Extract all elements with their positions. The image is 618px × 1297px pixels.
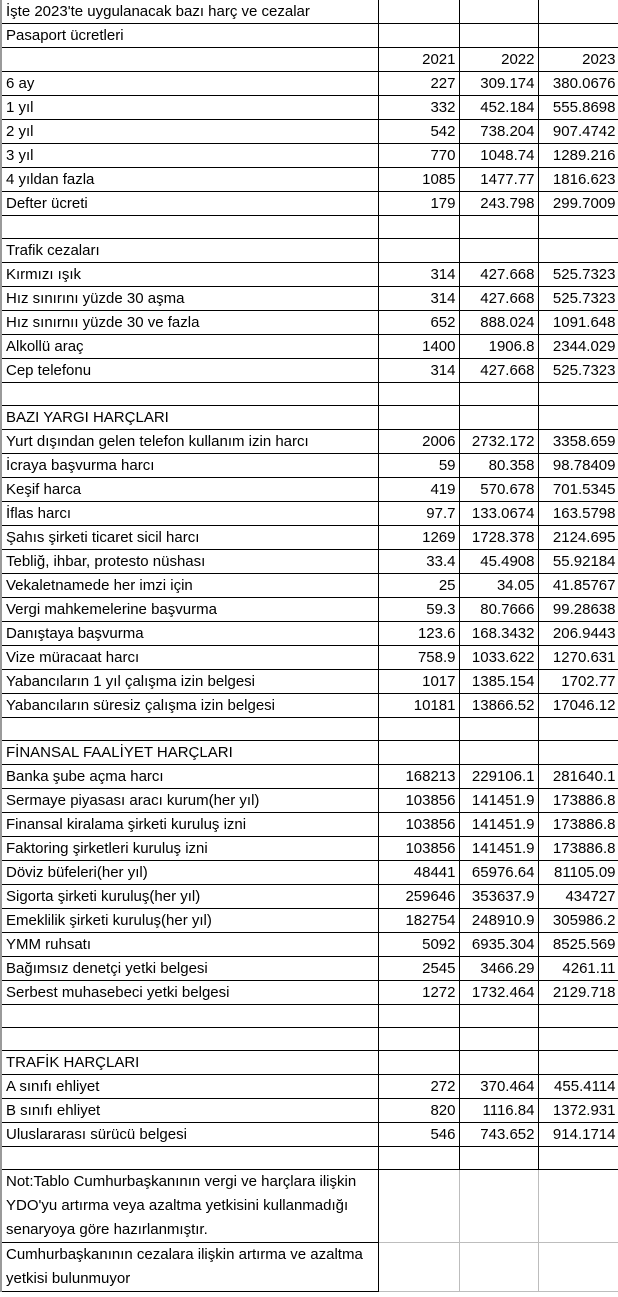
table-row (1, 550, 618, 574)
table-row (1, 335, 618, 359)
value-2023[interactable]: 555.8698 (538, 96, 618, 120)
note-text[interactable]: Cumhurbaşkanının cezalara ilişkin artırma ve azaltma yetkisi bulunmuyor (1, 1243, 378, 1292)
row-label[interactable]: Alkollü araç (1, 335, 378, 359)
year-header-2022[interactable]: 2022 (459, 48, 538, 72)
value-2022[interactable]: 141451.9 (459, 837, 538, 861)
table-row (1, 454, 618, 478)
value-2023[interactable]: 434727 (538, 885, 618, 909)
empty-cell[interactable] (1, 1147, 378, 1170)
row-label[interactable]: YMM ruhsatı (1, 933, 378, 957)
blank-row (1, 216, 618, 239)
empty-cell[interactable] (538, 741, 618, 765)
value-2023[interactable]: 525.7323 (538, 359, 618, 383)
value-2021[interactable]: 1272 (378, 981, 459, 1005)
value-2023[interactable]: 701.5345 (538, 478, 618, 502)
table-row (1, 957, 618, 981)
value-2023[interactable]: 380.0676 (538, 72, 618, 96)
value-2021[interactable]: 332 (378, 96, 459, 120)
section-heading-yargi[interactable]: BAZI YARGI HARÇLARI (1, 406, 378, 430)
title-row (1, 0, 618, 24)
table-row (1, 168, 618, 192)
value-2023[interactable]: 525.7323 (538, 263, 618, 287)
table-row (1, 622, 618, 646)
row-label[interactable]: Yabancıların 1 yıl çalışma izin belgesi (1, 670, 378, 694)
value-2021[interactable]: 542 (378, 120, 459, 144)
row-label[interactable]: 6 ay (1, 72, 378, 96)
value-2023[interactable]: 1702.77 (538, 670, 618, 694)
blank-row (1, 1028, 618, 1051)
value-2022[interactable]: 34.05 (459, 574, 538, 598)
row-label[interactable]: Cep telefonu (1, 359, 378, 383)
value-2022[interactable]: 229106.1 (459, 765, 538, 789)
value-2022[interactable]: 888.024 (459, 311, 538, 335)
row-label[interactable]: Vergi mahkemelerine başvurma (1, 598, 378, 622)
table-row (1, 885, 618, 909)
year-header-2021[interactable]: 2021 (378, 48, 459, 72)
empty-cell[interactable] (378, 383, 459, 406)
value-2021[interactable]: 103856 (378, 813, 459, 837)
value-2022[interactable]: 80.7666 (459, 598, 538, 622)
value-2022[interactable]: 45.4908 (459, 550, 538, 574)
table-row (1, 144, 618, 168)
value-2023[interactable]: 299.7009 (538, 192, 618, 216)
row-label[interactable]: Banka şube açma harcı (1, 765, 378, 789)
value-2023[interactable]: 1091.648 (538, 311, 618, 335)
note-row (1, 1170, 618, 1243)
empty-cell[interactable] (459, 216, 538, 239)
table-row (1, 837, 618, 861)
table-row (1, 861, 618, 885)
value-2023[interactable]: 305986.2 (538, 909, 618, 933)
empty-cell[interactable] (538, 1028, 618, 1051)
row-label[interactable]: A sınıfı ehliyet (1, 1075, 378, 1099)
empty-cell[interactable] (378, 0, 459, 24)
row-label[interactable]: Yabancıların süresiz çalışma izin belgesi (1, 694, 378, 718)
value-2021[interactable]: 1017 (378, 670, 459, 694)
row-label[interactable]: Bağımsız denetçi yetki belgesi (1, 957, 378, 981)
row-label[interactable]: Defter ücreti (1, 192, 378, 216)
row-label[interactable]: Danıştaya başvurma (1, 622, 378, 646)
row-label[interactable]: Keşif harca (1, 478, 378, 502)
table-row (1, 263, 618, 287)
value-2021[interactable]: 103856 (378, 789, 459, 813)
empty-cell[interactable] (459, 1051, 538, 1075)
value-2023[interactable]: 1372.931 (538, 1099, 618, 1123)
empty-cell[interactable] (459, 383, 538, 406)
value-2023[interactable]: 914.1714 (538, 1123, 618, 1147)
empty-cell[interactable] (378, 1243, 459, 1292)
empty-cell[interactable] (1, 1028, 378, 1051)
row-label[interactable]: İflas harcı (1, 502, 378, 526)
value-2021[interactable]: 758.9 (378, 646, 459, 670)
empty-cell[interactable] (538, 24, 618, 48)
table-row (1, 789, 618, 813)
table-row (1, 526, 618, 550)
row-label[interactable]: İcraya başvurma harcı (1, 454, 378, 478)
table-row (1, 670, 618, 694)
value-2021[interactable]: 1400 (378, 335, 459, 359)
empty-cell[interactable] (378, 239, 459, 263)
empty-cell[interactable] (378, 216, 459, 239)
empty-cell[interactable] (1, 1005, 378, 1028)
empty-cell[interactable] (538, 1005, 618, 1028)
empty-cell[interactable] (459, 239, 538, 263)
empty-cell[interactable] (459, 718, 538, 741)
year-header-row (1, 48, 618, 72)
value-2023[interactable]: 525.7323 (538, 287, 618, 311)
value-2023[interactable]: 455.4114 (538, 1075, 618, 1099)
value-2023[interactable]: 1270.631 (538, 646, 618, 670)
value-2023[interactable]: 281640.1 (538, 765, 618, 789)
value-2023[interactable]: 1289.216 (538, 144, 618, 168)
blank-row (1, 718, 618, 741)
note-text[interactable]: Not:Tablo Cumhurbaşkanının vergi ve harçlara ilişkin YDO'yu artırma veya azaltma yetkisini kullanmadığı senaryoya göre hazırlanmıştır. (1, 1170, 378, 1243)
value-2021[interactable]: 1085 (378, 168, 459, 192)
value-2022[interactable]: 168.3432 (459, 622, 538, 646)
value-2021[interactable]: 546 (378, 1123, 459, 1147)
value-2021[interactable]: 179 (378, 192, 459, 216)
row-label[interactable]: Sermaye piyasası aracı kurum(her yıl) (1, 789, 378, 813)
blank-row (1, 1147, 618, 1170)
value-2023[interactable]: 99.28638 (538, 598, 618, 622)
empty-cell[interactable] (378, 1170, 459, 1243)
value-2021[interactable]: 259646 (378, 885, 459, 909)
value-2021[interactable]: 33.4 (378, 550, 459, 574)
row-label[interactable]: 4 yıldan fazla (1, 168, 378, 192)
table-row (1, 359, 618, 383)
value-2022[interactable]: 141451.9 (459, 813, 538, 837)
empty-cell[interactable] (459, 741, 538, 765)
section-heading-trafik-harclari[interactable]: TRAFİK HARÇLARI (1, 1051, 378, 1075)
row-label[interactable]: Uluslararası sürücü belgesi (1, 1123, 378, 1147)
value-2022[interactable]: 13866.52 (459, 694, 538, 718)
value-2022[interactable]: 2732.172 (459, 430, 538, 454)
empty-cell[interactable] (538, 1147, 618, 1170)
empty-cell[interactable] (378, 24, 459, 48)
table-row (1, 981, 618, 1005)
table-row (1, 72, 618, 96)
table-row (1, 502, 618, 526)
value-2021[interactable]: 314 (378, 263, 459, 287)
value-2022[interactable]: 133.0674 (459, 502, 538, 526)
value-2023[interactable]: 4261.11 (538, 957, 618, 981)
table-row (1, 192, 618, 216)
empty-cell[interactable] (459, 24, 538, 48)
empty-cell[interactable] (378, 1051, 459, 1075)
value-2021[interactable]: 103856 (378, 837, 459, 861)
value-2022[interactable]: 1728.378 (459, 526, 538, 550)
value-2023[interactable]: 8525.569 (538, 933, 618, 957)
value-2022[interactable]: 248910.9 (459, 909, 538, 933)
value-2022[interactable]: 80.358 (459, 454, 538, 478)
section-heading-row (1, 239, 618, 263)
table-row (1, 478, 618, 502)
value-2022[interactable]: 370.464 (459, 1075, 538, 1099)
value-2023[interactable]: 98.78409 (538, 454, 618, 478)
row-label[interactable]: Faktoring şirketleri kuruluş izni (1, 837, 378, 861)
value-2021[interactable]: 314 (378, 359, 459, 383)
table-row (1, 287, 618, 311)
row-label[interactable]: Sigorta şirketi kuruluş(her yıl) (1, 885, 378, 909)
table-row (1, 574, 618, 598)
row-label[interactable]: Yurt dışından gelen telefon kullanım izin harcı (1, 430, 378, 454)
value-2021[interactable]: 2545 (378, 957, 459, 981)
table-row (1, 694, 618, 718)
value-2021[interactable]: 59.3 (378, 598, 459, 622)
value-2022[interactable]: 1906.8 (459, 335, 538, 359)
row-label[interactable]: 1 yıl (1, 96, 378, 120)
value-2021[interactable]: 168213 (378, 765, 459, 789)
table-row (1, 311, 618, 335)
row-label[interactable]: Kırmızı ışık (1, 263, 378, 287)
value-2021[interactable]: 1269 (378, 526, 459, 550)
empty-cell[interactable] (1, 718, 378, 741)
value-2021[interactable]: 48441 (378, 861, 459, 885)
section-heading-row (1, 406, 618, 430)
value-2022[interactable]: 309.174 (459, 72, 538, 96)
value-2021[interactable]: 123.6 (378, 622, 459, 646)
section-heading-pasaport[interactable]: Pasaport ücretleri (1, 24, 378, 48)
value-2022[interactable]: 427.668 (459, 263, 538, 287)
value-2023[interactable]: 81105.09 (538, 861, 618, 885)
value-2021[interactable]: 5092 (378, 933, 459, 957)
empty-cell[interactable] (378, 1028, 459, 1051)
value-2021[interactable]: 314 (378, 287, 459, 311)
empty-cell[interactable] (378, 718, 459, 741)
value-2022[interactable]: 738.204 (459, 120, 538, 144)
value-2023[interactable]: 907.4742 (538, 120, 618, 144)
value-2023[interactable]: 173886.8 (538, 789, 618, 813)
year-header-2023[interactable]: 2023 (538, 48, 618, 72)
table-row (1, 765, 618, 789)
row-label[interactable]: Hız sınırnıı yüzde 30 ve fazla (1, 311, 378, 335)
value-2021[interactable]: 419 (378, 478, 459, 502)
row-label[interactable]: Vekaletnamede her imzi için (1, 574, 378, 598)
empty-cell[interactable] (538, 718, 618, 741)
value-2021[interactable]: 2006 (378, 430, 459, 454)
value-2022[interactable]: 743.652 (459, 1123, 538, 1147)
row-label[interactable]: 3 yıl (1, 144, 378, 168)
value-2021[interactable]: 182754 (378, 909, 459, 933)
value-2023[interactable]: 41.85767 (538, 574, 618, 598)
note-row (1, 1243, 618, 1292)
empty-cell[interactable] (459, 406, 538, 430)
empty-cell[interactable] (378, 406, 459, 430)
empty-cell[interactable] (378, 1005, 459, 1028)
value-2022[interactable]: 427.668 (459, 359, 538, 383)
value-2022[interactable]: 427.668 (459, 287, 538, 311)
row-label[interactable]: Döviz büfeleri(her yıl) (1, 861, 378, 885)
empty-cell[interactable] (1, 216, 378, 239)
value-2021[interactable]: 59 (378, 454, 459, 478)
value-2021[interactable]: 770 (378, 144, 459, 168)
empty-cell[interactable] (538, 216, 618, 239)
value-2023[interactable]: 206.9443 (538, 622, 618, 646)
row-label[interactable]: Hız sınırını yüzde 30 aşma (1, 287, 378, 311)
row-label[interactable]: Finansal kiralama şirketi kuruluş izni (1, 813, 378, 837)
section-heading-row (1, 1051, 618, 1075)
value-2022[interactable]: 3466.29 (459, 957, 538, 981)
value-2021[interactable]: 25 (378, 574, 459, 598)
row-label[interactable]: Serbest muhasebeci yetki belgesi (1, 981, 378, 1005)
empty-cell[interactable] (459, 1243, 538, 1292)
blank-row (1, 383, 618, 406)
value-2022[interactable]: 1477.77 (459, 168, 538, 192)
empty-cell[interactable] (459, 1005, 538, 1028)
table-row (1, 120, 618, 144)
empty-cell[interactable] (459, 0, 538, 24)
row-label[interactable]: B sınıfı ehliyet (1, 1099, 378, 1123)
value-2023[interactable]: 2344.029 (538, 335, 618, 359)
empty-cell[interactable] (538, 1170, 618, 1243)
row-label[interactable]: Şahıs şirketi ticaret sicil harcı (1, 526, 378, 550)
value-2022[interactable]: 65976.64 (459, 861, 538, 885)
empty-cell[interactable] (538, 239, 618, 263)
value-2023[interactable]: 2124.695 (538, 526, 618, 550)
empty-cell[interactable] (538, 406, 618, 430)
empty-cell[interactable] (459, 1170, 538, 1243)
value-2023[interactable]: 17046.12 (538, 694, 618, 718)
value-2021[interactable]: 820 (378, 1099, 459, 1123)
value-2023[interactable]: 173886.8 (538, 837, 618, 861)
value-2022[interactable]: 452.184 (459, 96, 538, 120)
table-row (1, 598, 618, 622)
value-2022[interactable]: 1048.74 (459, 144, 538, 168)
value-2022[interactable]: 353637.9 (459, 885, 538, 909)
value-2022[interactable]: 6935.304 (459, 933, 538, 957)
value-2021[interactable]: 97.7 (378, 502, 459, 526)
section-heading-finansal[interactable]: FİNANSAL FAALİYET HARÇLARI (1, 741, 378, 765)
value-2023[interactable]: 55.92184 (538, 550, 618, 574)
value-2022[interactable]: 243.798 (459, 192, 538, 216)
table-row (1, 1099, 618, 1123)
value-2022[interactable]: 1116.84 (459, 1099, 538, 1123)
value-2022[interactable]: 1033.622 (459, 646, 538, 670)
empty-cell[interactable] (1, 48, 378, 72)
row-label[interactable]: Tebliğ, ihbar, protesto nüshası (1, 550, 378, 574)
table-row (1, 933, 618, 957)
table-row (1, 96, 618, 120)
table-row (1, 1123, 618, 1147)
value-2022[interactable]: 141451.9 (459, 789, 538, 813)
value-2023[interactable]: 3358.659 (538, 430, 618, 454)
sheet-body (1, 0, 618, 1292)
value-2023[interactable]: 1816.623 (538, 168, 618, 192)
empty-cell[interactable] (538, 383, 618, 406)
table-row (1, 1075, 618, 1099)
value-2022[interactable]: 1385.154 (459, 670, 538, 694)
value-2021[interactable]: 272 (378, 1075, 459, 1099)
value-2022[interactable]: 1732.464 (459, 981, 538, 1005)
value-2021[interactable]: 10181 (378, 694, 459, 718)
section-heading-row (1, 24, 618, 48)
empty-cell[interactable] (538, 1051, 618, 1075)
section-heading-trafik-cezalari[interactable]: Trafik cezaları (1, 239, 378, 263)
value-2023[interactable]: 2129.718 (538, 981, 618, 1005)
empty-cell[interactable] (459, 1028, 538, 1051)
value-2021[interactable]: 652 (378, 311, 459, 335)
empty-cell[interactable] (378, 1147, 459, 1170)
table-row (1, 430, 618, 454)
row-label[interactable]: Emeklilik şirketi kuruluş(her yıl) (1, 909, 378, 933)
sheet-title[interactable]: İşte 2023'te uygulanacak bazı harç ve cezalar (1, 0, 378, 24)
empty-cell[interactable] (378, 741, 459, 765)
empty-cell[interactable] (1, 383, 378, 406)
table-row (1, 646, 618, 670)
section-heading-row (1, 741, 618, 765)
empty-cell[interactable] (538, 1243, 618, 1292)
row-label[interactable]: 2 yıl (1, 120, 378, 144)
table-row (1, 909, 618, 933)
blank-row (1, 1005, 618, 1028)
value-2021[interactable]: 227 (378, 72, 459, 96)
value-2023[interactable]: 163.5798 (538, 502, 618, 526)
table-row (1, 813, 618, 837)
value-2022[interactable]: 570.678 (459, 478, 538, 502)
empty-cell[interactable] (459, 1147, 538, 1170)
empty-cell[interactable] (538, 0, 618, 24)
value-2023[interactable]: 173886.8 (538, 813, 618, 837)
row-label[interactable]: Vize müracaat harcı (1, 646, 378, 670)
